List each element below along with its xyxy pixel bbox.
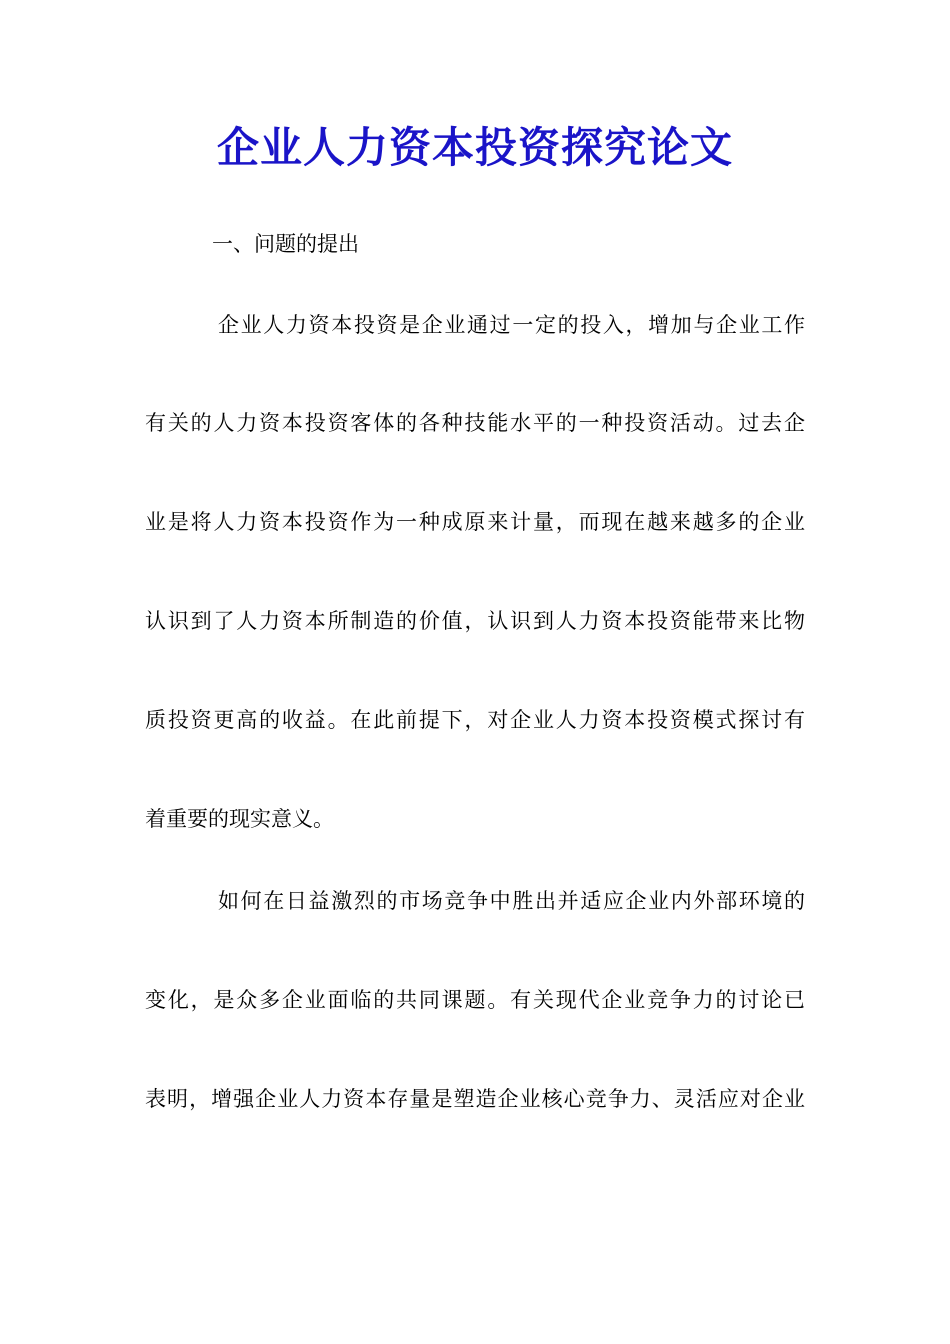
paragraph-2-line-3: 表明，增强企业人力资本存量是塑造企业核心竞争力、灵活应对企业: [145, 1087, 805, 1111]
paragraph-1-line-1: 企业人力资本投资是企业通过一定的投入，增加与企业工作: [218, 313, 805, 337]
paragraph-1-line-3: 业是将人力资本投资作为一种成原来计量，而现在越来越多的企业: [145, 510, 805, 534]
section-heading: 一、问题的提出: [212, 232, 359, 256]
paragraph-2-line-2: 变化，是众多企业面临的共同课题。有关现代企业竞争力的讨论已: [145, 988, 805, 1012]
paragraph-1-line-2: 有关的人力资本投资客体的各种技能水平的一种投资活动。过去企: [145, 411, 805, 435]
paragraph-1-line-5: 质投资更高的收益。在此前提下，对企业人力资本投资模式探讨有: [145, 708, 805, 732]
paragraph-2-line-1: 如何在日益激烈的市场竞争中胜出并适应企业内外部环境的: [218, 889, 805, 913]
paragraph-1-line-4: 认识到了人力资本所制造的价值，认识到人力资本投资能带来比物: [145, 609, 805, 633]
document-title: 企业人力资本投资探究论文: [216, 123, 733, 172]
paragraph-1-line-6: 着重要的现实意义。: [145, 807, 334, 831]
